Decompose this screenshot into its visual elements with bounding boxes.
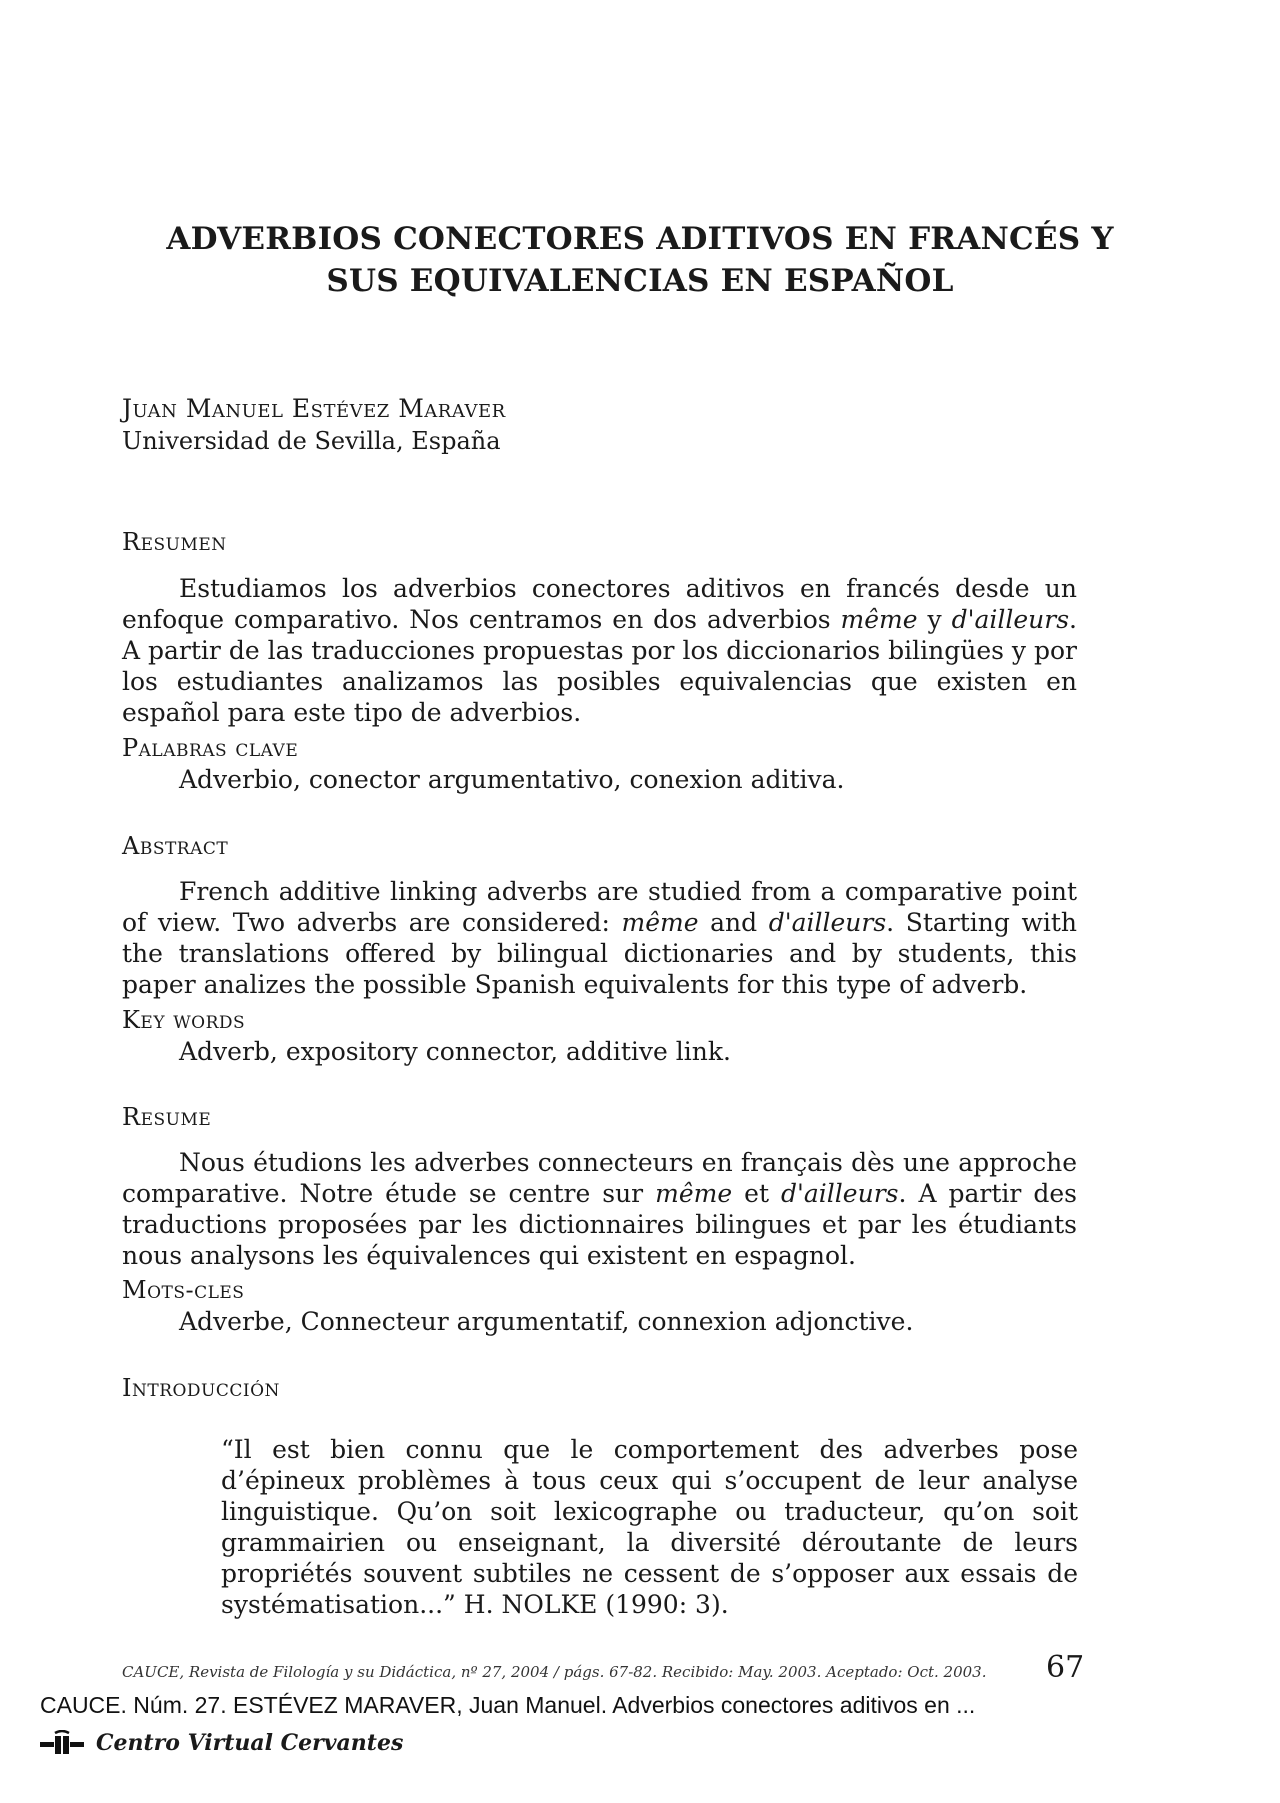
resume-paragraph: [122, 1147, 1077, 1271]
resume-keywords: Adverbe, Connecteur argumentatif, connexion adjonctive.: [179, 1307, 914, 1336]
resume-em-dailleurs: d'ailleurs: [781, 1179, 899, 1208]
abstract-text-b: . Starting with the translations offered by bilingual dictionaries and by students, this paper analizes the possible Spanish equivalents for this type of adverb.: [122, 908, 1077, 999]
abstract-paragraph: [122, 876, 1077, 1000]
article-title: [140, 218, 1140, 302]
abstract-keywords-label: Key words: [122, 1006, 246, 1034]
resumen-keywords: Adverbio, conector argumentativo, conexion aditiva.: [179, 765, 845, 794]
resumen-text-b: . A partir de las traducciones propuestas por los diccionarios bilingües y por los estudiantes analizamos las posibles equivalencias que existen en español para este tipo de adverbios.: [122, 605, 1077, 727]
cvc-logo[interactable]: [40, 1730, 403, 1756]
introduccion-heading: Introducción: [122, 1374, 280, 1402]
resumen-text-mid: y: [917, 605, 952, 634]
resumen-text-a: Estudiamos los adverbios conectores aditivos en francés desde un enfoque comparativo. Nos centramos en dos adverbios: [122, 574, 1077, 634]
resume-text-b: . A partir des traductions proposées par les dictionnaires bilingues et par les étudiants nous analysons les équivalences qui existent en espagnol.: [122, 1179, 1077, 1270]
abstract-text-mid: and: [698, 908, 769, 937]
author-affiliation: Universidad de Sevilla, España: [122, 427, 501, 455]
author-name: Juan Manuel Estévez Maraver: [122, 394, 506, 423]
page-number: 67: [1046, 1650, 1085, 1685]
abstract-heading: Abstract: [122, 832, 229, 860]
resumen-heading: Resumen: [122, 528, 227, 556]
cvc-source-line: CAUCE. Núm. 27. ESTÉVEZ MARAVER, Juan Manuel. Adverbios conectores aditivos en ...: [40, 1692, 976, 1718]
resume-heading: Resume: [122, 1103, 212, 1131]
introduccion-quote: “Il est bien connu que le comportement des adverbes pose d’épineux problèmes à tous ceux qui s’occupent de leur analyse linguistique. Qu’on soit lexicographe ou traducteur, qu’on soit grammairien ou enseignant, la diversité déroutante de leurs propriétés souvent subtiles ne cessent de s’opposer aux essais de systématisation...” H. NOLKE (1990: 3).: [221, 1435, 1078, 1619]
title-line-1: ADVERBIOS CONECTORES ADITIVOS EN FRANCÉS Y: [166, 221, 1114, 257]
resume-em-meme: même: [655, 1179, 733, 1208]
abstract-em-meme: même: [621, 908, 699, 937]
resumen-em-meme: même: [840, 605, 918, 634]
cvc-emblem-icon: [40, 1730, 86, 1756]
title-line-2: SUS EQUIVALENCIAS EN ESPAÑOL: [326, 263, 954, 299]
resumen-keywords-label: Palabras clave: [122, 734, 299, 762]
cvc-logo-text: Centro Virtual Cervantes: [96, 1730, 404, 1756]
resume-text-mid: et: [732, 1179, 782, 1208]
abstract-text-a: French additive linking adverbs are studied from a comparative point of view. Two adverbs are considered:: [122, 877, 1077, 937]
footer-citation: CAUCE, Revista de Filología y su Didáctica, nº 27, 2004 / págs. 67-82. Recibido: May. 2003. Aceptado: Oct. 2003.: [122, 1663, 987, 1681]
abstract-em-dailleurs: d'ailleurs: [768, 908, 887, 937]
resumen-paragraph: [122, 573, 1077, 728]
resume-keywords-label: Mots-cles: [122, 1276, 245, 1304]
resume-text-a: Nous étudions les adverbes connecteurs en français dès une approche comparative. Notre étude se centre sur: [122, 1148, 1077, 1208]
resumen-em-dailleurs: d'ailleurs: [951, 605, 1070, 634]
abstract-keywords: Adverb, expository connector, additive link.: [179, 1037, 731, 1066]
